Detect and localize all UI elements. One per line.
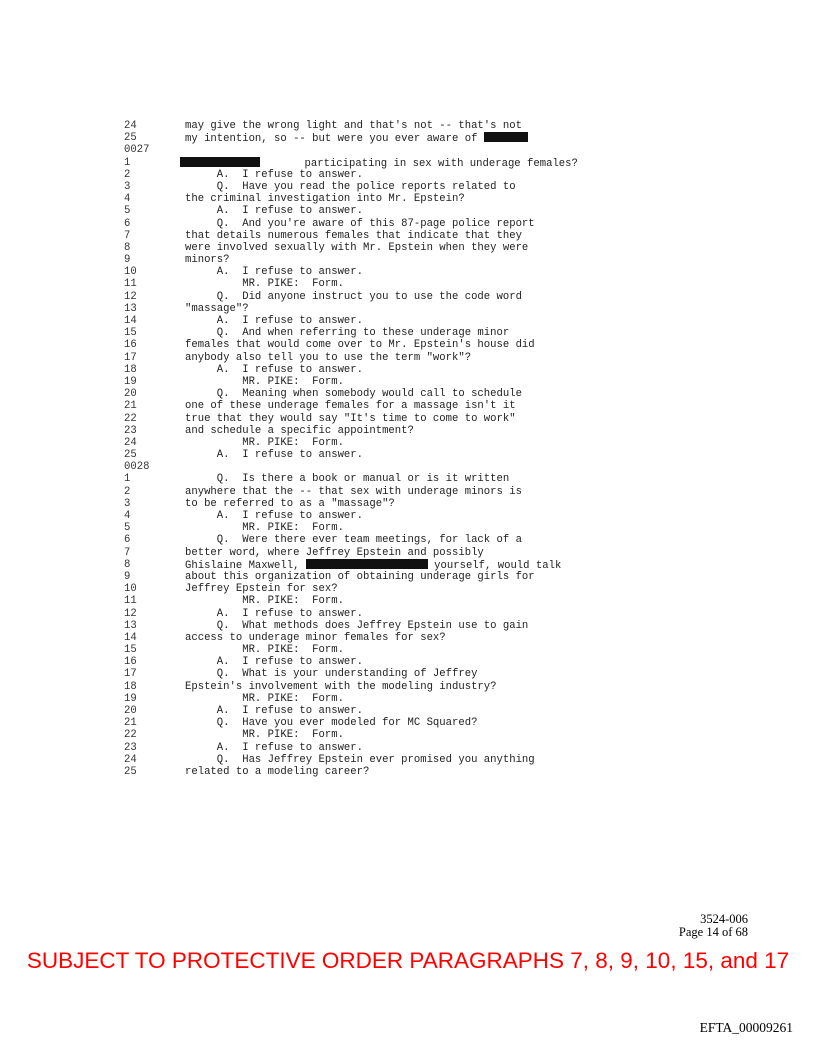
line-number: 2 <box>124 485 131 498</box>
line-text: MR. PIKE: Form. <box>185 729 344 742</box>
line-number: 1 <box>124 156 131 169</box>
transcript-line <box>124 449 594 461</box>
line-text: true that they would say "It's time to come to work" <box>185 412 516 425</box>
line-number: 16 <box>124 339 137 352</box>
line-text: MR. PIKE: Form. <box>185 692 344 705</box>
transcript-line <box>124 193 594 205</box>
line-number: 23 <box>124 741 137 754</box>
transcript-line <box>124 595 594 607</box>
line-text: MR. PIKE: Form. <box>185 375 344 388</box>
transcript-line <box>124 486 594 498</box>
line-text: A. I refuse to answer. <box>185 315 364 327</box>
line-text: Q. Have you ever modeled for MC Squared? <box>185 717 478 730</box>
line-text: Q. And when referring to these underage minor <box>185 327 510 340</box>
line-number: 17 <box>124 351 137 364</box>
line-number: 23 <box>124 424 137 437</box>
line-number: 22 <box>124 729 137 742</box>
line-text: Q. Have you read the police reports related to <box>185 180 516 193</box>
transcript-line <box>124 205 594 217</box>
transcript-line <box>124 291 594 303</box>
line-text: Q. What is your understanding of Jeffrey <box>185 668 478 681</box>
line-text: MR. PIKE: Form. <box>185 644 344 657</box>
transcript-line <box>124 705 594 717</box>
line-number: 5 <box>124 522 131 535</box>
line-number: 15 <box>124 327 137 340</box>
line-number: 9 <box>124 254 131 267</box>
line-number: 13 <box>124 619 137 632</box>
transcript-line <box>124 717 594 729</box>
line-number: 7 <box>124 229 131 242</box>
line-text: related to a modeling career? <box>185 765 370 778</box>
line-text: MR. PIKE: Form. <box>185 278 344 291</box>
line-number: 0028 <box>124 461 150 474</box>
line-text: A. I refuse to answer. <box>185 449 364 462</box>
line-number: 15 <box>124 644 137 657</box>
transcript-line <box>124 413 594 425</box>
transcript-line <box>124 681 594 693</box>
line-text: "massage"? <box>185 302 249 315</box>
line-number: 19 <box>124 375 137 388</box>
line-number: 21 <box>124 400 137 413</box>
line-number: 16 <box>124 656 137 669</box>
line-number: 14 <box>124 315 137 327</box>
line-number: 10 <box>124 266 137 279</box>
line-number: 4 <box>124 510 131 522</box>
line-number: 11 <box>124 278 137 291</box>
line-number: 12 <box>124 607 137 620</box>
transcript-line <box>124 608 594 620</box>
line-number: 6 <box>124 217 131 230</box>
transcript-line <box>124 425 594 437</box>
line-text: access to underage minor females for sex? <box>185 631 446 644</box>
transcript-line <box>124 547 594 559</box>
line-text: MR. PIKE: Form. <box>185 436 344 449</box>
line-text: my intention, so -- but were you ever aware of <box>185 132 528 144</box>
redaction-block <box>180 157 260 167</box>
line-text: Q. Meaning when somebody would call to schedule <box>185 388 522 401</box>
transcript-line <box>124 157 594 169</box>
line-text: A. I refuse to answer. <box>185 656 364 669</box>
line-number: 25 <box>124 449 137 462</box>
transcript-line <box>124 522 594 534</box>
transcript-line <box>124 376 594 388</box>
line-text: Epstein's involvement with the modeling industry? <box>185 680 497 693</box>
transcript-line <box>124 742 594 754</box>
line-text: MR. PIKE: Form. <box>185 522 344 535</box>
transcript-line <box>124 169 594 181</box>
document-number: 3524-006 <box>700 912 748 926</box>
transcript-line <box>124 181 594 193</box>
line-number: 5 <box>124 205 131 218</box>
line-text: MR. PIKE: Form. <box>185 595 344 608</box>
line-number: 13 <box>124 302 137 315</box>
line-text: Jeffrey Epstein for sex? <box>185 583 338 596</box>
line-number: 10 <box>124 583 137 596</box>
line-number: 25 <box>124 132 137 145</box>
line-number: 24 <box>124 436 137 449</box>
transcript-line <box>124 303 594 315</box>
transcript-line <box>124 571 594 583</box>
line-number: 20 <box>124 705 137 717</box>
line-number: 24 <box>124 753 137 766</box>
line-number: 18 <box>124 680 137 693</box>
line-number: 21 <box>124 717 137 730</box>
line-text: A. I refuse to answer. <box>185 363 364 376</box>
line-text: anybody also tell you to use the term "work"? <box>185 351 472 364</box>
line-number: 22 <box>124 412 137 425</box>
line-text: minors? <box>185 254 230 267</box>
line-text: A. I refuse to answer. <box>185 205 364 218</box>
line-text: may give the wrong light and that's not -- that's not <box>185 120 522 132</box>
line-text: A. I refuse to answer. <box>185 510 364 522</box>
line-number: 19 <box>124 692 137 705</box>
line-number: 8 <box>124 558 131 571</box>
transcript-line <box>124 327 594 339</box>
transcript-line <box>124 437 594 449</box>
line-text: that details numerous females that indicate that they <box>185 229 522 242</box>
line-text: Q. Is there a book or manual or is it written <box>185 473 510 486</box>
transcript-line <box>124 120 594 132</box>
line-number: 2 <box>124 168 131 181</box>
line-text: one of these underage females for a massage isn't it <box>185 400 516 413</box>
redaction-block <box>484 132 528 142</box>
line-text: A. I refuse to answer. <box>185 168 364 181</box>
transcript-line <box>124 461 594 473</box>
line-text: participating in sex with underage females? <box>185 157 578 169</box>
transcript-line <box>124 510 594 522</box>
line-number: 24 <box>124 120 137 132</box>
bates-number: EFTA_00009261 <box>699 1020 793 1035</box>
transcript-line <box>124 583 594 595</box>
transcript-line <box>124 766 594 778</box>
transcript-line <box>124 266 594 278</box>
protective-order-notice: SUBJECT TO PROTECTIVE ORDER PARAGRAPHS 7, 8, 9, 10, 15, and 17 <box>26 948 790 973</box>
line-text: about this organization of obtaining underage girls for <box>185 570 535 583</box>
transcript-line <box>124 339 594 351</box>
transcript-line <box>124 498 594 510</box>
transcript-line <box>124 388 594 400</box>
transcript-line <box>124 668 594 680</box>
line-text: A. I refuse to answer. <box>185 266 364 279</box>
line-number: 6 <box>124 534 131 547</box>
line-text: A. I refuse to answer. <box>185 741 364 754</box>
transcript-line <box>124 315 594 327</box>
line-text: Q. Did anyone instruct you to use the code word <box>185 290 522 303</box>
line-text: the criminal investigation into Mr. Epstein? <box>185 193 465 206</box>
transcript-line <box>124 693 594 705</box>
transcript-line <box>124 473 594 485</box>
line-number: 11 <box>124 595 137 608</box>
line-text: Q. Were there ever team meetings, for lack of a <box>185 534 522 547</box>
transcript-line <box>124 144 594 156</box>
line-number: 1 <box>124 473 131 486</box>
line-text: Q. Has Jeffrey Epstein ever promised you anything <box>185 753 535 766</box>
line-text: were involved sexually with Mr. Epstein when they were <box>185 241 529 254</box>
transcript-line <box>124 400 594 412</box>
transcript-line <box>124 620 594 632</box>
document-reference <box>679 913 748 939</box>
line-text: A. I refuse to answer. <box>185 607 364 620</box>
line-number: 3 <box>124 497 131 510</box>
transcript-line <box>124 254 594 266</box>
line-number: 8 <box>124 241 131 254</box>
line-number: 20 <box>124 388 137 401</box>
transcript-line <box>124 218 594 230</box>
line-number: 3 <box>124 180 131 193</box>
page-number: Page 14 of 68 <box>678 925 748 939</box>
line-text: A. I refuse to answer. <box>185 705 364 717</box>
line-text: females that would come over to Mr. Epstein's house did <box>185 339 535 352</box>
line-text: Q. What methods does Jeffrey Epstein use to gain <box>185 619 529 632</box>
transcript-line <box>124 534 594 546</box>
transcript-line <box>124 364 594 376</box>
line-number: 4 <box>124 193 131 206</box>
line-text: Q. And you're aware of this 87-page police report <box>185 217 535 230</box>
line-text: and schedule a specific appointment? <box>185 424 414 437</box>
line-number: 7 <box>124 546 131 559</box>
line-number: 0027 <box>124 144 150 157</box>
line-text: anywhere that the -- that sex with underage minors is <box>185 485 522 498</box>
line-text: better word, where Jeffrey Epstein and possibly <box>185 546 484 559</box>
transcript-line <box>124 132 594 144</box>
transcript-line <box>124 242 594 254</box>
transcript-line <box>124 352 594 364</box>
transcript-line <box>124 230 594 242</box>
transcript-line <box>124 559 594 571</box>
transcript-line <box>124 644 594 656</box>
transcript-line <box>124 729 594 741</box>
line-text: Ghislaine Maxwell, yourself, would talk <box>185 559 562 572</box>
transcript-line <box>124 656 594 668</box>
line-number: 9 <box>124 570 131 583</box>
redaction-block <box>306 559 428 569</box>
transcript-line <box>124 754 594 766</box>
line-number: 12 <box>124 290 137 303</box>
line-text: to be referred to as a "massage"? <box>185 497 395 510</box>
transcript-line <box>124 278 594 290</box>
line-number: 17 <box>124 668 137 681</box>
line-number: 18 <box>124 363 137 376</box>
transcript-body <box>124 120 594 778</box>
line-number: 14 <box>124 631 137 644</box>
transcript-line <box>124 632 594 644</box>
line-number: 25 <box>124 765 137 778</box>
